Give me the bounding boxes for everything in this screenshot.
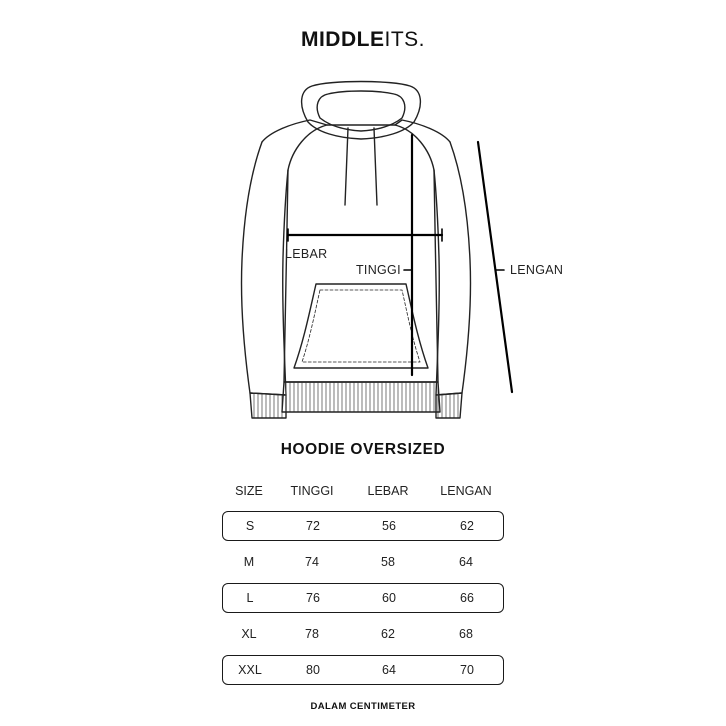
cell-lengan: 64: [459, 555, 473, 569]
cell-lebar: 58: [381, 555, 395, 569]
cell-lebar: 56: [382, 519, 396, 533]
cell-lengan: 70: [460, 663, 474, 677]
table-row: [222, 655, 504, 685]
hem-band: [282, 382, 440, 412]
cell-tinggi: 72: [306, 519, 320, 533]
table-row: [222, 583, 504, 613]
cell-lebar: 60: [382, 591, 396, 605]
size-table: [222, 480, 504, 691]
cell-lebar: 64: [382, 663, 396, 677]
right-sleeve: [434, 142, 471, 395]
cell-size: XL: [241, 627, 257, 641]
header-lengan: LENGAN: [440, 484, 492, 498]
label-lebar: LEBAR: [285, 247, 328, 261]
cell-tinggi: 78: [305, 627, 319, 641]
kangaroo-pocket: [294, 284, 428, 368]
cell-lengan: 68: [459, 627, 473, 641]
header-lebar: LEBAR: [367, 484, 409, 498]
label-tinggi: TINGGI: [356, 263, 401, 277]
cell-lengan: 62: [460, 519, 474, 533]
cell-tinggi: 80: [306, 663, 320, 677]
table-row: [222, 547, 504, 577]
cell-tinggi: 76: [306, 591, 320, 605]
right-shoulder: [395, 120, 450, 142]
cell-size: XXL: [238, 663, 262, 677]
left-sleeve: [241, 142, 288, 395]
left-shoulder: [262, 120, 327, 142]
cell-size: S: [245, 519, 255, 533]
cell-tinggi: 74: [305, 555, 319, 569]
left-cuff: [250, 393, 286, 418]
table-row: [222, 619, 504, 649]
product-title: HOODIE OVERSIZED: [280, 441, 446, 458]
cell-size: L: [246, 591, 254, 605]
brand-logo-part2: ITS.: [384, 28, 425, 51]
header-size: SIZE: [235, 484, 263, 498]
brand-logo-part1: MIDDLE: [300, 28, 385, 51]
label-lengan: LENGAN: [510, 263, 564, 277]
cell-lengan: 66: [460, 591, 474, 605]
size-table-header: [222, 480, 504, 502]
unit-footnote: DALAM CENTIMETER: [310, 701, 416, 712]
header-tinggi: TINGGI: [290, 484, 334, 498]
cell-lebar: 62: [381, 627, 395, 641]
drawstring-left: [345, 128, 348, 205]
table-row: [222, 511, 504, 541]
cell-size: M: [243, 555, 255, 569]
lengan-line: [478, 142, 512, 392]
drawstring-right: [374, 128, 377, 205]
